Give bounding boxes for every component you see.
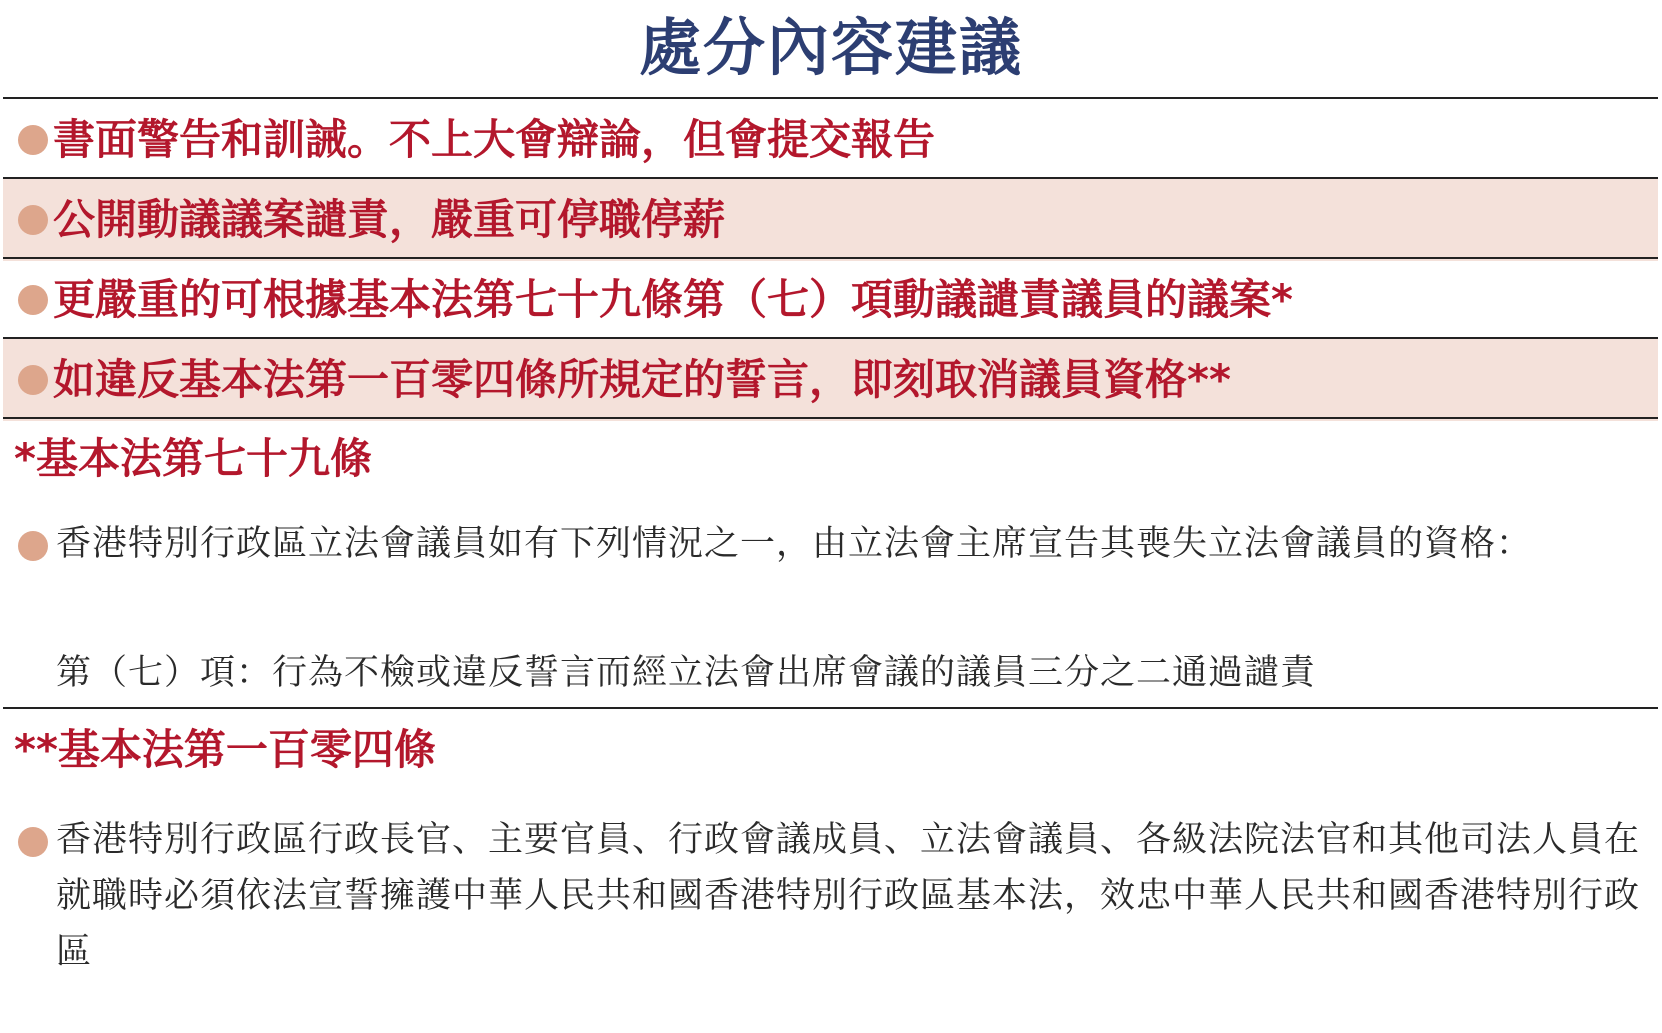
proposal-text: 公開動議議案譴責，嚴重可停職停薪 xyxy=(53,195,726,244)
divider xyxy=(3,417,1658,419)
article-104-text: 香港特別行政區行政長官、主要官員、行政會議成員、立法會議員、各級法院法官和其他司法人員在就職時必須依法宣誓擁護中華人民共和國香港特別行政區基本法，效忠中華人民共和國香港特別行政區 xyxy=(56,820,1641,972)
article-104-body xyxy=(18,817,1658,980)
article-79-heading: *基本法第七十九條 xyxy=(14,434,372,483)
page-title: 處分內容建議 xyxy=(638,11,1023,84)
article-79-text: 香港特別行政區立法會議員如有下列情況之一，由立法會主席宣告其喪失立法會議員的資格： xyxy=(56,524,1533,564)
bullet-icon xyxy=(18,827,48,857)
proposal-text: 如違反基本法第一百零四條所規定的誓言，即刻取消議員資格** xyxy=(53,355,1231,404)
article-104-heading: **基本法第一百零四條 xyxy=(14,725,436,774)
proposal-row-1 xyxy=(3,99,1658,181)
bullet-icon xyxy=(18,285,48,315)
bullet-icon xyxy=(18,531,48,561)
proposal-row-3 xyxy=(3,259,1658,341)
divider xyxy=(3,707,1658,709)
proposal-row-4 xyxy=(3,339,1658,421)
proposal-row-2 xyxy=(3,179,1658,261)
bullet-icon xyxy=(18,125,48,155)
proposal-text: 書面警告和訓誡。不上大會辯論，但會提交報告 xyxy=(53,115,936,164)
proposal-text: 更嚴重的可根據基本法第七十九條第（七）項動議譴責議員的議案* xyxy=(53,275,1293,324)
article-79-body xyxy=(18,521,1658,572)
bullet-icon xyxy=(18,365,48,395)
bullet-icon xyxy=(18,205,48,235)
article-79-item-7: 第（七）項：行為不檢或違反誓言而經立法會出席會議的議員三分之二通過譴責 xyxy=(56,653,1317,693)
